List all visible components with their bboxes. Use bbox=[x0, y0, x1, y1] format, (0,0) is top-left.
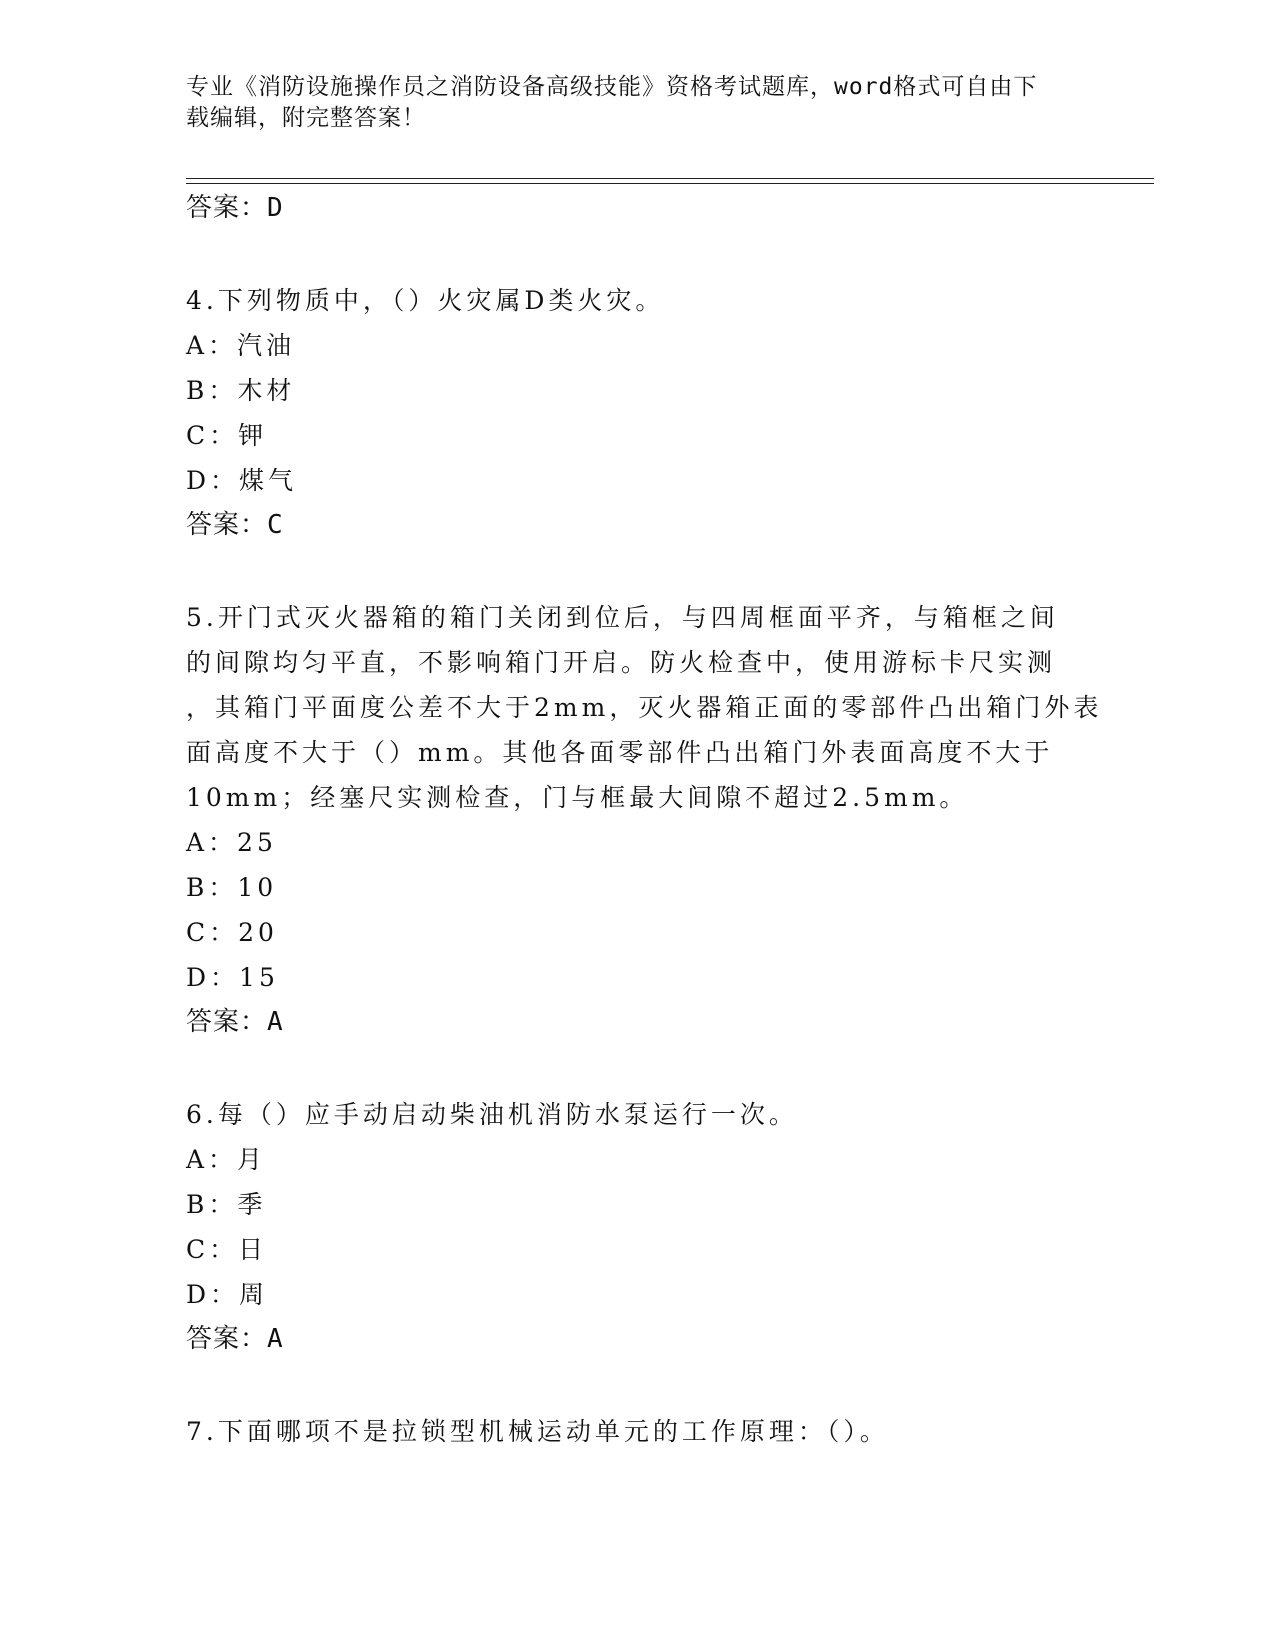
option-b: B：季 bbox=[186, 1190, 267, 1219]
question-text: 6.每（）应手动启动柴油机消防水泵运行一次。 bbox=[186, 1100, 798, 1129]
question-block bbox=[186, 1092, 1116, 1362]
question-text: 7.下面哪项不是拉锁型机械运动单元的工作原理：（）。 bbox=[186, 1417, 889, 1446]
question-text: ，其箱门平面度公差不大于2mm，灭火器箱正面的零部件凸出箱门外表 bbox=[186, 693, 1103, 722]
option-d: D：煤气 bbox=[186, 466, 298, 495]
spacer bbox=[186, 1362, 1116, 1409]
answer-line: 答案：C bbox=[186, 510, 284, 540]
option-b: B：10 bbox=[186, 873, 278, 902]
question-text: 面高度不大于（）mm。其他各面零部件凸出箱门外表面高度不大于 bbox=[186, 738, 1054, 767]
option-b: B：木材 bbox=[186, 376, 296, 405]
option-a: A：汽油 bbox=[186, 331, 296, 360]
option-a: A：月 bbox=[186, 1145, 267, 1174]
question-block bbox=[186, 1409, 1116, 1454]
answer-line: 答案：A bbox=[186, 1324, 284, 1354]
spacer bbox=[186, 1045, 1116, 1092]
option-a: A：25 bbox=[186, 828, 277, 857]
option-d: D：周 bbox=[186, 1280, 269, 1309]
answer-line: 答案：A bbox=[186, 1007, 284, 1037]
option-d: D：15 bbox=[186, 963, 279, 992]
option-c: C：20 bbox=[186, 918, 278, 947]
option-c: C：钾 bbox=[186, 421, 268, 450]
question-block bbox=[186, 595, 1116, 1045]
header-line-2: 载编辑，附完整答案！ bbox=[186, 105, 426, 131]
question-text: 10mm；经塞尺实测检查，门与框最大间隙不超过2.5mm。 bbox=[186, 783, 969, 812]
document-body bbox=[186, 186, 1116, 1454]
document-header bbox=[186, 72, 1066, 134]
answer-line: 答案：D bbox=[186, 193, 284, 223]
question-text: 5.开门式灭火器箱的箱门关闭到位后，与四周框面平齐，与箱框之间 bbox=[186, 603, 1059, 632]
question-text: 的间隙均匀平直，不影响箱门开启。防火检查中，使用游标卡尺实测 bbox=[186, 648, 1057, 677]
spacer bbox=[186, 231, 1116, 278]
spacer bbox=[186, 548, 1116, 595]
header-line-1: 专业《消防设施操作员之消防设备高级技能》资格考试题库，word格式可自由下 bbox=[186, 74, 1038, 100]
question-block bbox=[186, 278, 1116, 548]
option-c: C：日 bbox=[186, 1235, 268, 1264]
question-text: 4.下列物质中，（）火灾属D类火灾。 bbox=[186, 286, 665, 315]
header-divider bbox=[186, 178, 1154, 184]
